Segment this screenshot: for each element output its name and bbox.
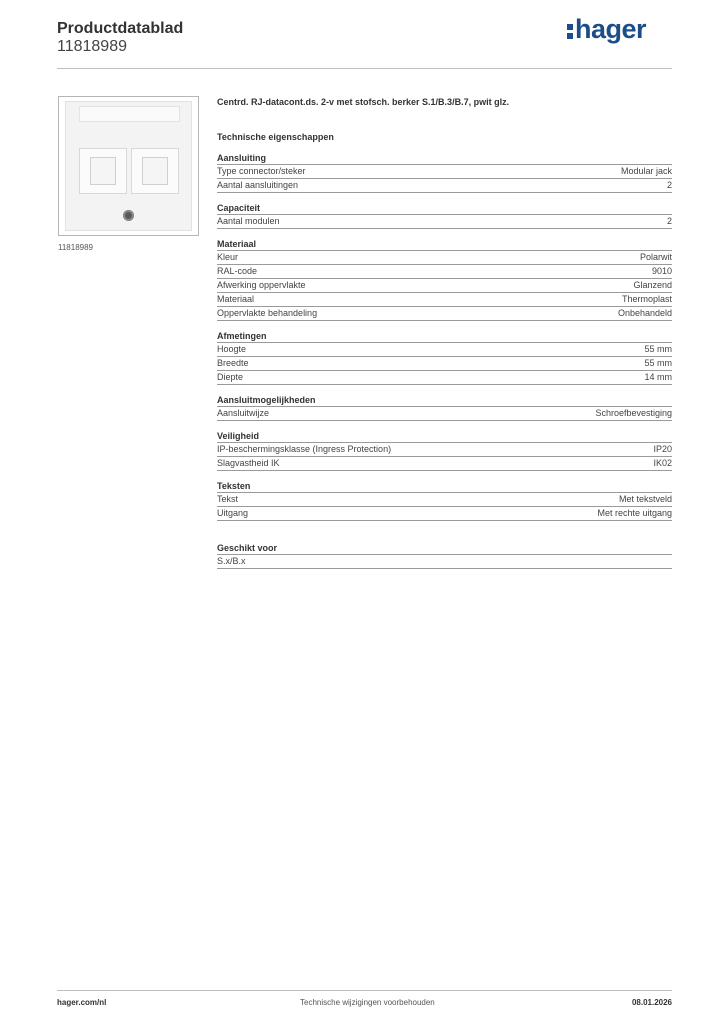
- spec-group: [217, 202, 672, 229]
- spec-row: [217, 406, 672, 421]
- spec-value: 55 mm: [644, 344, 672, 354]
- product-code: 11818989: [57, 38, 127, 55]
- spec-label: RAL-code: [217, 266, 258, 276]
- spec-groups: [217, 152, 672, 569]
- spec-row: [217, 370, 672, 385]
- section-title: Technische eigenschappen: [217, 132, 334, 142]
- screw-icon: [123, 210, 134, 221]
- spec-value: 2: [666, 180, 672, 190]
- group-rows: [217, 164, 672, 193]
- spec-label: Breedte: [217, 358, 249, 368]
- spec-value: Schroefbevestiging: [595, 408, 672, 418]
- rj-jack-left: [79, 148, 127, 194]
- group-rows: [217, 342, 672, 385]
- spec-value: Met rechte uitgang: [597, 508, 672, 518]
- spec-group: [217, 542, 672, 569]
- footer-disclaimer: Technische wijzigingen voorbehouden: [300, 998, 435, 1007]
- spec-label: Materiaal: [217, 294, 255, 304]
- spec-value: 55 mm: [644, 358, 672, 368]
- spec-value: Met tekstveld: [618, 494, 672, 504]
- spec-row: [217, 342, 672, 356]
- spec-value: Modular jack: [620, 166, 672, 176]
- image-caption: 11818989: [58, 243, 93, 252]
- spec-row: [217, 306, 672, 321]
- spec-row: [217, 356, 672, 370]
- logo-text: hager: [575, 14, 647, 44]
- spec-label: Slagvastheid IK: [217, 458, 280, 468]
- group-title: Geschikt voor: [217, 543, 278, 553]
- spec-value: Polarwit: [639, 252, 672, 262]
- spec-row: [217, 442, 672, 456]
- page-title: Productdatablad: [57, 20, 184, 37]
- spec-value: Glanzend: [633, 280, 672, 290]
- spec-label: Aantal aansluitingen: [217, 180, 299, 190]
- product-image: [58, 96, 199, 236]
- group-title: Afmetingen: [217, 331, 267, 341]
- spec-label: Hoogte: [217, 344, 247, 354]
- label-strip: [79, 106, 180, 122]
- spec-row: [217, 178, 672, 193]
- spec-row: [217, 506, 672, 521]
- hager-logo: [567, 14, 646, 45]
- spec-label: Kleur: [217, 252, 239, 262]
- group-rows: [217, 406, 672, 421]
- spec-group: [217, 394, 672, 421]
- spec-row: [217, 278, 672, 292]
- logo-dots-icon: [567, 21, 573, 39]
- spec-group: [217, 330, 672, 385]
- footer-date: 08.01.2026: [631, 998, 672, 1007]
- spec-group: [217, 238, 672, 321]
- spec-value: 2: [666, 216, 672, 226]
- spec-row: [217, 554, 672, 569]
- spec-group: [217, 480, 672, 521]
- spec-row: [217, 264, 672, 278]
- spec-label: Aansluitwijze: [217, 408, 270, 418]
- cover-plate: [65, 101, 192, 231]
- group-title: Capaciteit: [217, 203, 261, 213]
- spec-row: [217, 456, 672, 471]
- spec-value: IP20: [653, 444, 672, 454]
- group-title: Aansluiting: [217, 153, 266, 163]
- group-title: Materiaal: [217, 239, 257, 249]
- spec-row: [217, 214, 672, 229]
- spec-label: S.x/B.x: [217, 556, 246, 566]
- group-rows: [217, 492, 672, 521]
- spec-row: [217, 292, 672, 306]
- spec-value: Onbehandeld: [617, 308, 672, 318]
- spec-group: [217, 430, 672, 471]
- spec-label: Uitgang: [217, 508, 249, 518]
- header-divider: [57, 68, 672, 69]
- spec-section: [217, 96, 672, 578]
- group-rows: [217, 554, 672, 569]
- footer-divider: [57, 990, 672, 991]
- group-rows: [217, 214, 672, 229]
- spec-value: IK02: [653, 458, 672, 468]
- group-rows: [217, 250, 672, 321]
- group-title: Veiligheid: [217, 431, 260, 441]
- group-title: Aansluitmogelijkheden: [217, 395, 316, 405]
- spec-label: Aantal modulen: [217, 216, 280, 226]
- spec-label: IP-beschermingsklasse (Ingress Protection): [217, 444, 392, 454]
- spec-row: [217, 250, 672, 264]
- spec-label: Afwerking oppervlakte: [217, 280, 306, 290]
- group-rows: [217, 442, 672, 471]
- spec-group: [217, 152, 672, 193]
- spec-label: Diepte: [217, 372, 244, 382]
- spec-row: [217, 164, 672, 178]
- spec-value: Thermoplast: [621, 294, 672, 304]
- spec-value: 9010: [651, 266, 672, 276]
- spec-label: Oppervlakte behandeling: [217, 308, 318, 318]
- rj-jack-right: [131, 148, 179, 194]
- spec-label: Type connector/steker: [217, 166, 306, 176]
- spec-value: 14 mm: [644, 372, 672, 382]
- group-title: Teksten: [217, 481, 251, 491]
- footer-website[interactable]: hager.com/nl: [57, 998, 107, 1007]
- spec-row: [217, 492, 672, 506]
- product-name: Centrd. RJ-datacont.ds. 2-v met stofsch. berker S.1/B.3/B.7, pwit glz.: [217, 97, 510, 107]
- spec-label: Tekst: [217, 494, 239, 504]
